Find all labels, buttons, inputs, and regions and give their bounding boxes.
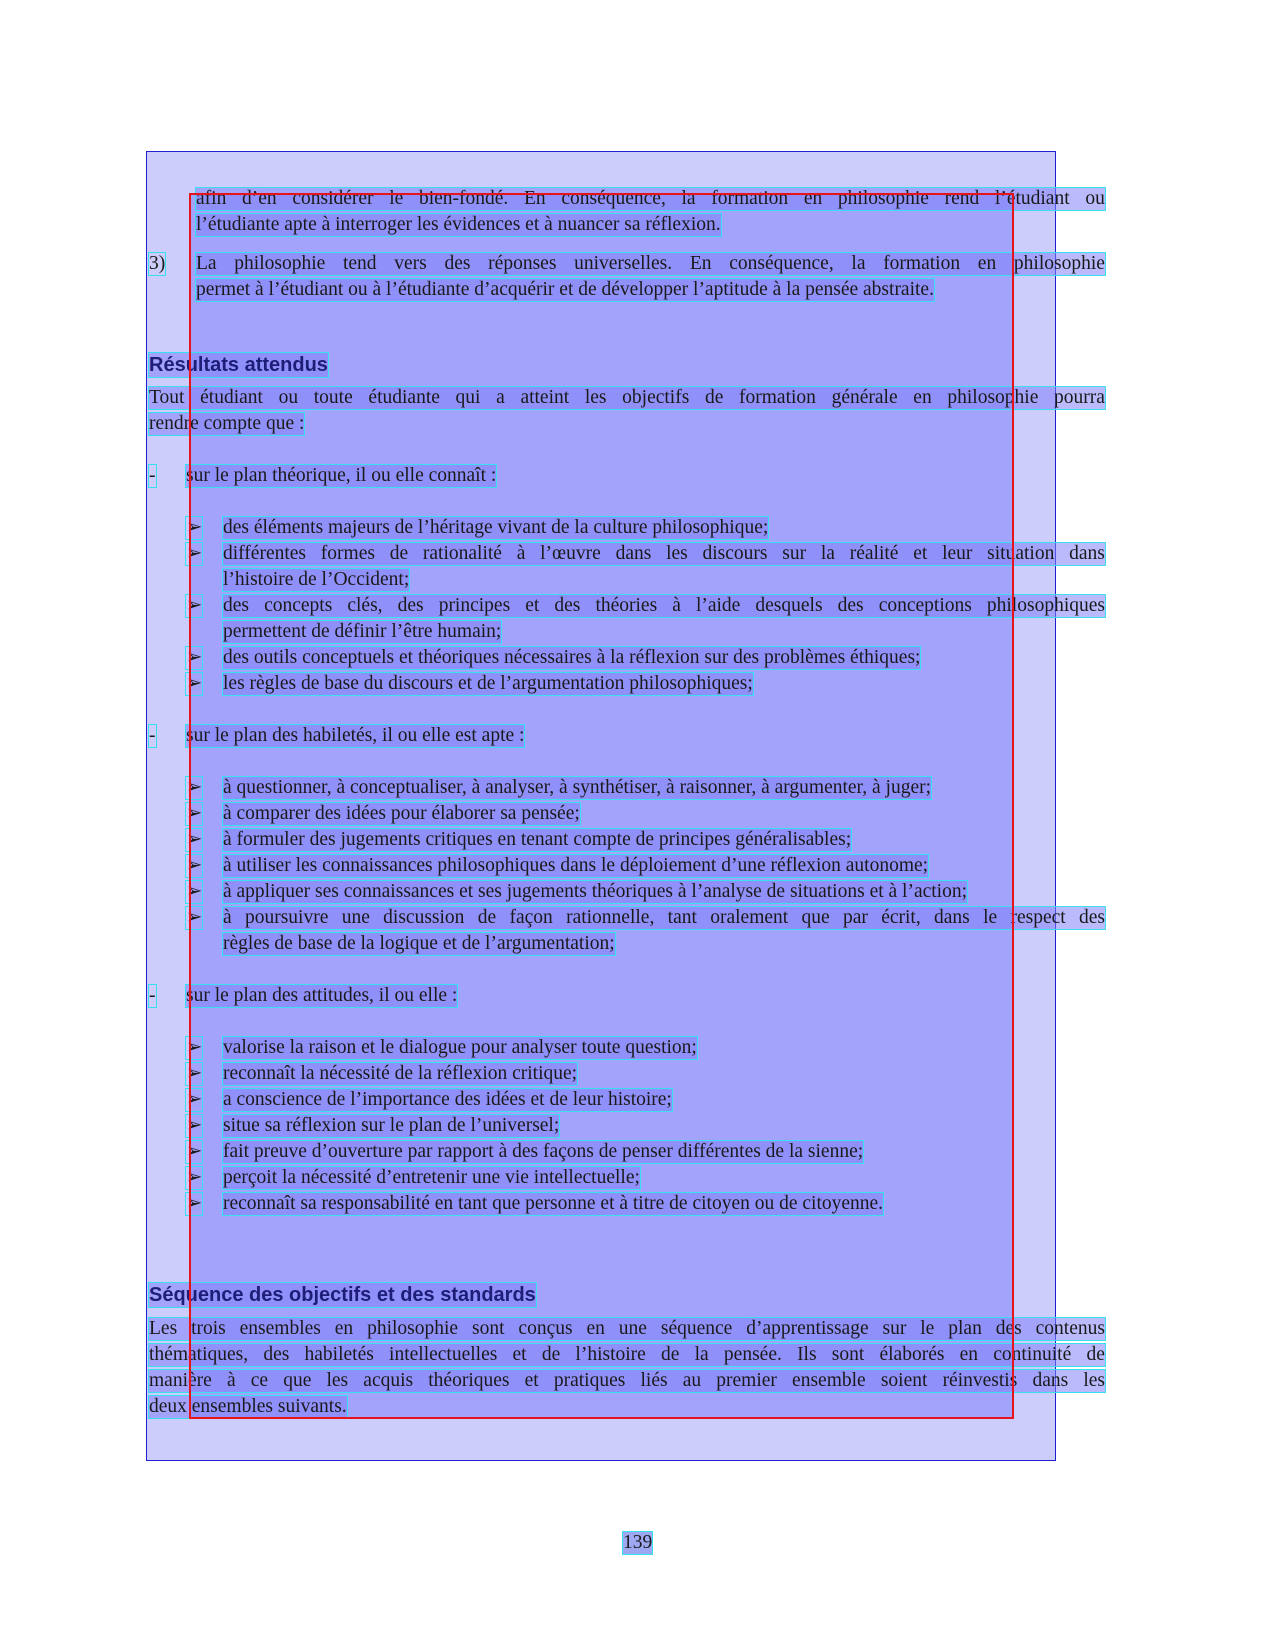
skills-dash: - (149, 725, 156, 746)
sequence-heading: Séquence des objectifs et des standards (149, 1284, 536, 1306)
attitudes-bullet-icon: ➢ (186, 1141, 203, 1162)
skills-item-3: à formuler des jugements critiques en tenant compte de principes généralisables; (223, 829, 852, 850)
point-3-line-2: permet à l’étudiant ou à l’étudiante d’acquérir et de développer l’aptitude à la pensée abstraite. (196, 279, 934, 300)
attitudes-bullet-icon: ➢ (186, 1167, 203, 1188)
skills-bullet-icon: ➢ (186, 777, 203, 798)
skills-bullet-icon: ➢ (186, 907, 203, 928)
skills-item-2: à comparer des idées pour élaborer sa pensée; (223, 803, 580, 824)
attitudes-item-2: reconnaît la nécessité de la réflexion critique; (223, 1063, 578, 1084)
theory-item-3: des concepts clés, des principes et des théories à l’aide desquels des conceptions philosophiques (223, 595, 1105, 616)
point-3-line-1: La philosophie tend vers des réponses universelles. En conséquence, la formation en philosophie (196, 253, 1105, 274)
attitudes-bullet-icon: ➢ (186, 1063, 203, 1084)
theory-dash: - (149, 465, 156, 486)
theory-lead: sur le plan théorique, il ou elle connaît : (186, 465, 497, 486)
skills-bullet-icon: ➢ (186, 829, 203, 850)
theory-bullet-icon: ➢ (186, 543, 203, 564)
theory-item-3-cont: permettent de définir l’être humain; (223, 621, 502, 642)
theory-item-2: différentes formes de rationalité à l’œuvre dans les discours sur la réalité et leur situation dans (223, 543, 1105, 564)
skills-lead: sur le plan des habiletés, il ou elle est apte : (186, 725, 525, 746)
attitudes-lead: sur le plan des attitudes, il ou elle : (186, 985, 458, 1006)
attitudes-item-7: reconnaît sa responsabilité en tant que personne et à titre de citoyen ou de citoyenne. (223, 1193, 884, 1214)
skills-item-5: à appliquer ses connaissances et ses jugements théoriques à l’analyse de situations et à l’action; (223, 881, 968, 902)
theory-item-5: les règles de base du discours et de l’argumentation philosophiques; (223, 673, 753, 694)
sequence-line-2: thématiques, des habiletés intellectuelles et de l’histoire de la pensée. Ils sont élaborés en continuité de (149, 1344, 1105, 1365)
attitudes-item-1: valorise la raison et le dialogue pour analyser toute question; (223, 1037, 697, 1058)
attitudes-item-5: fait preuve d’ouverture par rapport à des façons de penser différentes de la sienne; (223, 1141, 864, 1162)
skills-bullet-icon: ➢ (186, 881, 203, 902)
content-frame (189, 193, 1014, 1419)
sequence-line-1: Les trois ensembles en philosophie sont conçus en une séquence d’apprentissage sur le plan des contenus (149, 1318, 1105, 1339)
theory-bullet-icon: ➢ (186, 517, 203, 538)
skills-bullet-icon: ➢ (186, 855, 203, 876)
attitudes-item-4: situe sa réflexion sur le plan de l’universel; (223, 1115, 560, 1136)
theory-item-2-cont: l’histoire de l’Occident; (223, 569, 410, 590)
theory-bullet-icon: ➢ (186, 595, 203, 616)
page-number: 139 (623, 1532, 653, 1553)
theory-bullet-icon: ➢ (186, 673, 203, 694)
attitudes-dash: - (149, 985, 156, 1006)
attitudes-bullet-icon: ➢ (186, 1193, 203, 1214)
theory-bullet-icon: ➢ (186, 647, 203, 668)
attitudes-bullet-icon: ➢ (186, 1115, 203, 1136)
results-intro-line-2: rendre compte que : (149, 413, 305, 434)
theory-item-1: des éléments majeurs de l’héritage vivant de la culture philosophique; (223, 517, 769, 538)
attitudes-bullet-icon: ➢ (186, 1089, 203, 1110)
results-heading: Résultats attendus (149, 354, 328, 376)
results-intro-line-1: Tout étudiant ou toute étudiante qui a atteint les objectifs de formation générale en philosophie pourra (149, 387, 1105, 408)
continuation-line-2: l’étudiante apte à interroger les évidences et à nuancer sa réflexion. (196, 214, 721, 235)
skills-item-6-cont: règles de base de la logique et de l’argumentation; (223, 933, 615, 954)
attitudes-item-6: perçoit la nécessité d’entretenir une vie intellectuelle; (223, 1167, 640, 1188)
attitudes-item-3: a conscience de l’importance des idées et de leur histoire; (223, 1089, 672, 1110)
theory-item-4: des outils conceptuels et théoriques nécessaires à la réflexion sur des problèmes éthiques; (223, 647, 921, 668)
attitudes-bullet-icon: ➢ (186, 1037, 203, 1058)
skills-bullet-icon: ➢ (186, 803, 203, 824)
skills-item-6: à poursuivre une discussion de façon rationnelle, tant oralement que par écrit, dans le respect des (223, 907, 1105, 928)
sequence-line-4: deux ensembles suivants. (149, 1396, 347, 1417)
point-3-marker: 3) (149, 253, 166, 274)
sequence-line-3: manière à ce que les acquis théoriques et pratiques liés au premier ensemble soient réinvestis dans les (149, 1370, 1105, 1391)
skills-item-1: à questionner, à conceptualiser, à analyser, à synthétiser, à raisonner, à argumenter, à juger; (223, 777, 932, 798)
continuation-line-1: afin d’en considérer le bien-fondé. En conséquence, la formation en philosophie rend l’étudiant ou (196, 188, 1105, 209)
skills-item-4: à utiliser les connaissances philosophiques dans le déploiement d’une réflexion autonome; (223, 855, 929, 876)
